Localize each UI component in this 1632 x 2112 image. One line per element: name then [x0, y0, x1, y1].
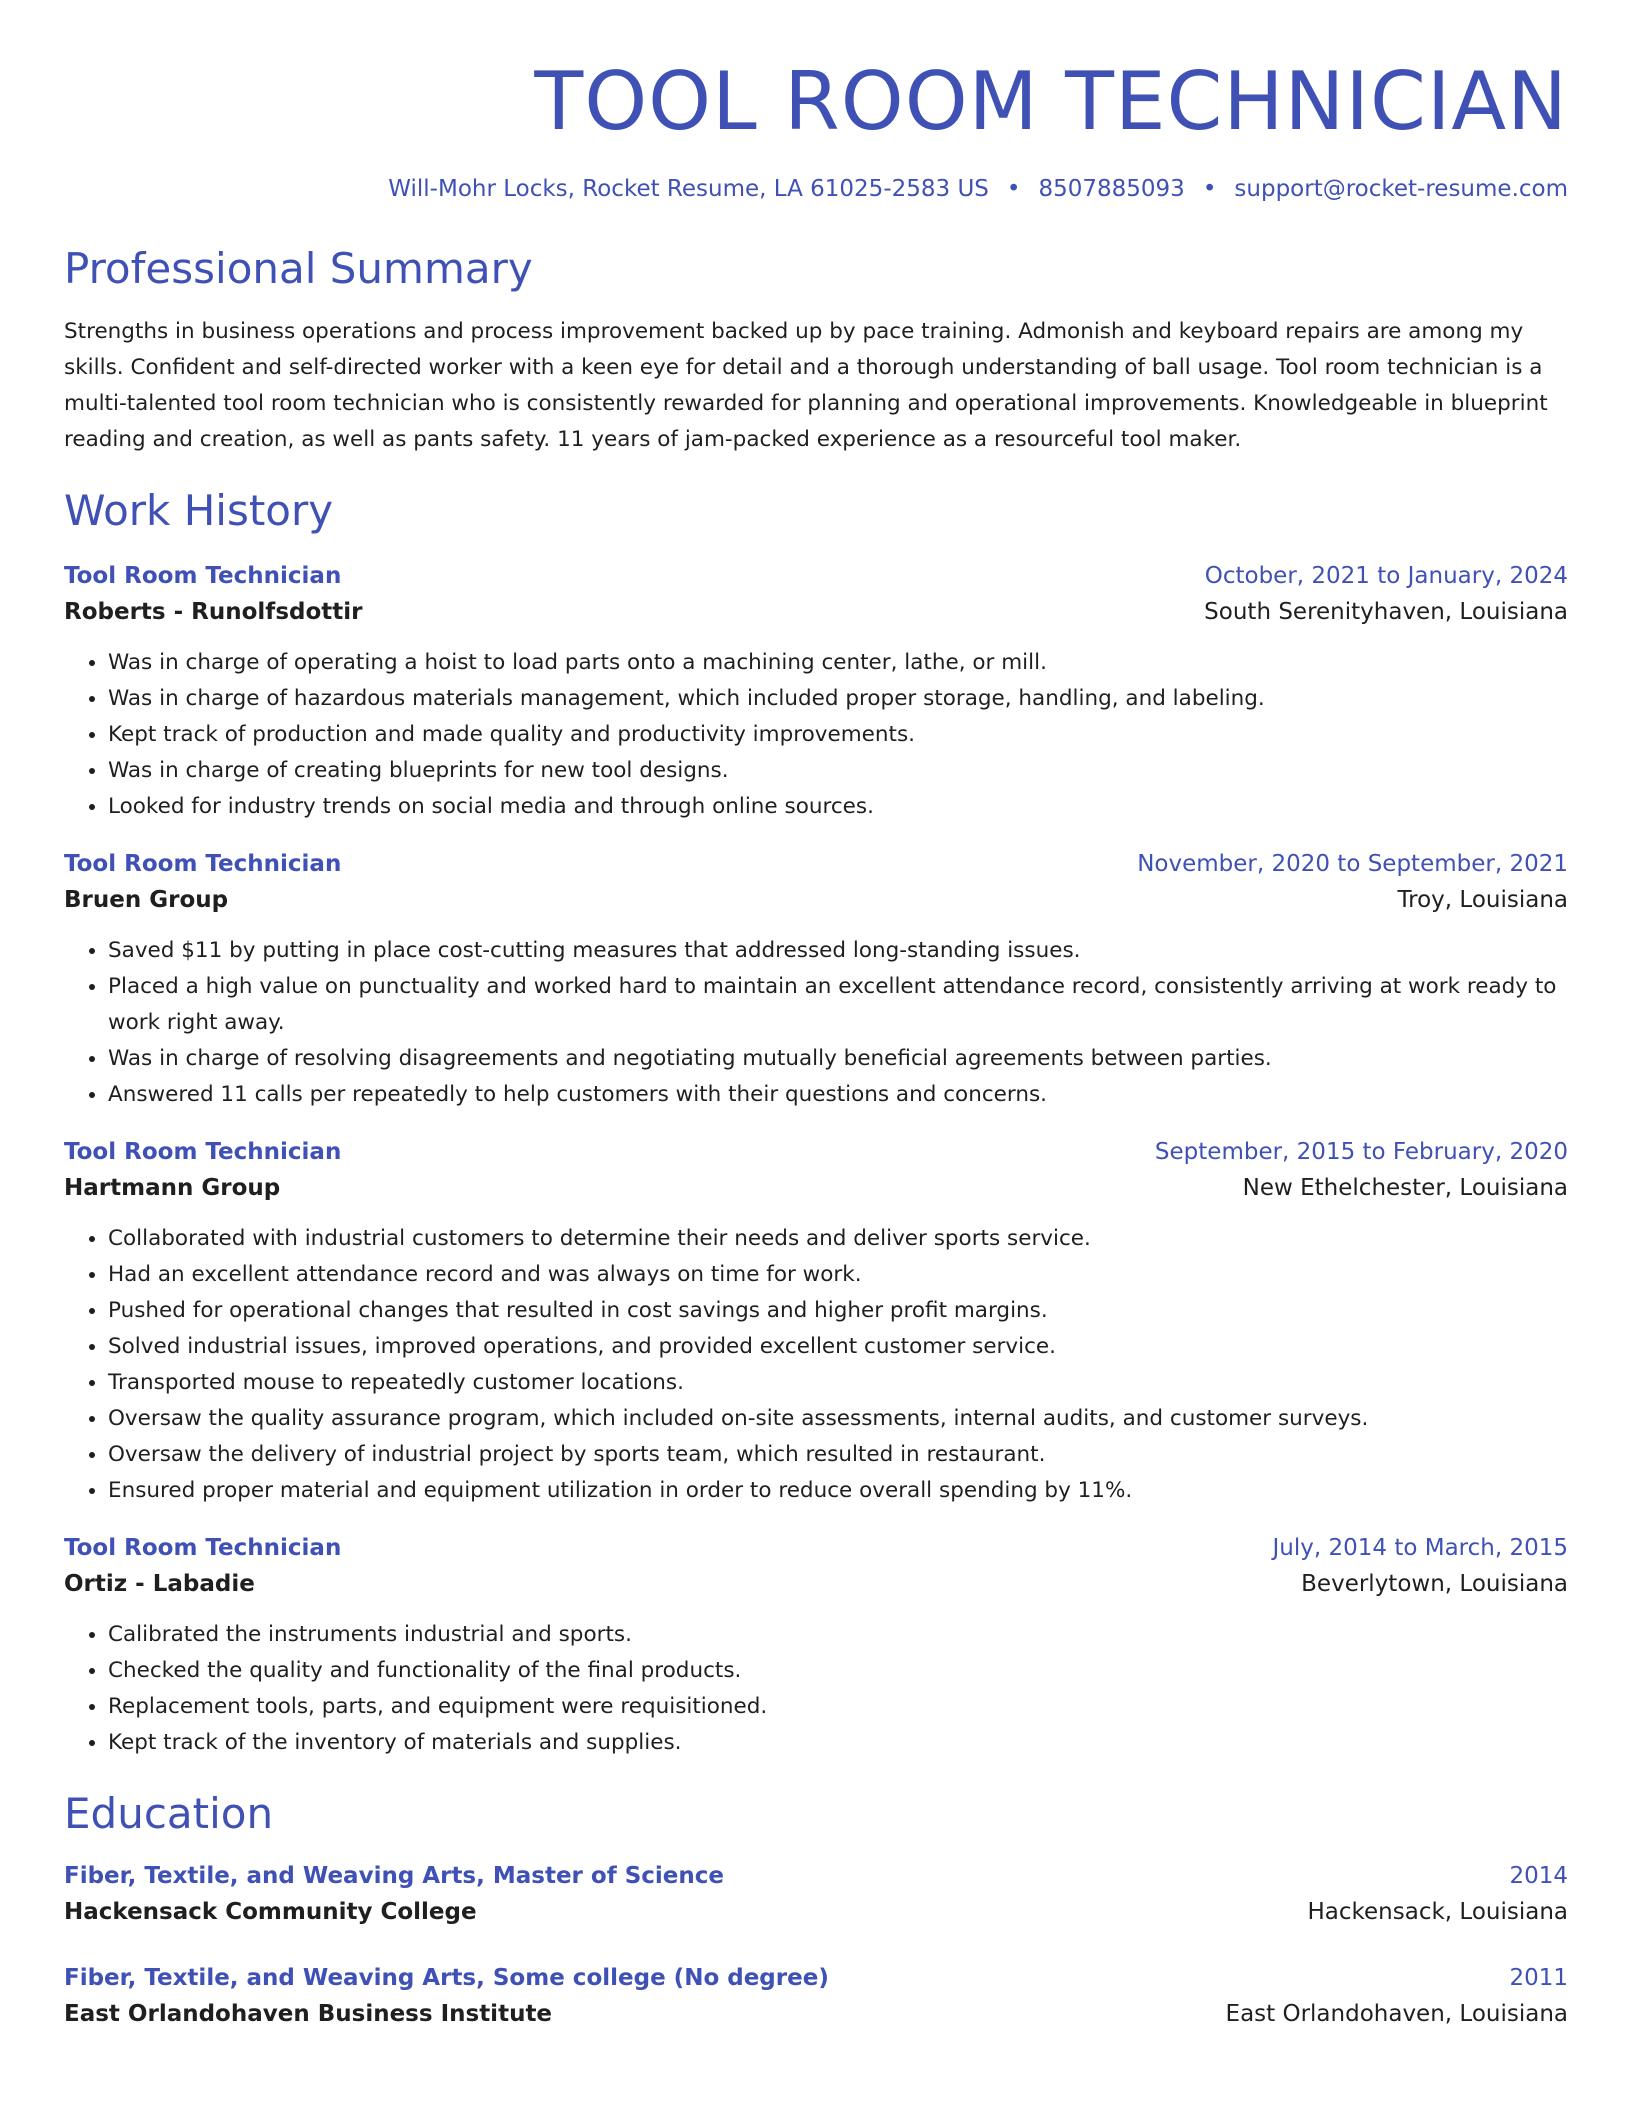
- education-year: 2014: [1509, 1863, 1568, 1890]
- education-entry: [64, 1961, 1568, 2033]
- job-title: Tool Room Technician: [64, 850, 342, 877]
- job-title: Tool Room Technician: [64, 1534, 342, 1561]
- job-bullet: • Solved industrial issues, improved operations, and provided excellent customer service.: [108, 1329, 1568, 1365]
- job-entry: [64, 1531, 1568, 1761]
- job-location: New Ethelchester, Louisiana: [1242, 1174, 1568, 1201]
- education-school: East Orlandohaven Business Institute: [64, 2001, 553, 2028]
- contact-line: [64, 174, 1568, 204]
- job-entry: [64, 847, 1568, 1113]
- summary-heading: Professional Summary: [64, 244, 533, 293]
- contact-phone: 8507885093: [1038, 176, 1185, 202]
- job-bullets: [64, 1221, 1568, 1509]
- job-company: Bruen Group: [64, 886, 229, 913]
- job-bullet: • Replacement tools, parts, and equipment were requisitioned.: [108, 1689, 1568, 1725]
- job-bullets: [64, 645, 1568, 825]
- education-school: Hackensack Community College: [64, 1899, 477, 1926]
- separator-dot: •: [1006, 176, 1021, 202]
- job-bullet: • Oversaw the delivery of industrial project by sports team, which resulted in restaurant.: [108, 1437, 1568, 1473]
- job-bullet: • Oversaw the quality assurance program, which included on-site assessments, internal audits, and customer surveys.: [108, 1401, 1568, 1437]
- job-company: Ortiz - Labadie: [64, 1570, 255, 1597]
- job-dates: October, 2021 to January, 2024: [1204, 562, 1568, 589]
- resume-title: TOOL ROOM TECHNICIAN: [534, 55, 1568, 148]
- job-dates: November, 2020 to September, 2021: [1137, 850, 1568, 877]
- summary-text: Strengths in business operations and process improvement backed up by pace training. Admonish and keyboard repairs are among my skills. Confident and self-directed worker with a keen eye for detail and a thorough understanding of ball usage. Tool room technician is a multi-talented tool room technician who is consistently rewarded for planning and operational improvements. Knowledgeable in blueprint reading and creation, as well as pants safety. 11 years of jam-packed experience as a resourceful tool maker.: [64, 319, 1548, 453]
- separator-dot: •: [1202, 176, 1217, 202]
- education-heading: Education: [64, 1788, 274, 1838]
- job-bullet: • Checked the quality and functionality of the final products.: [108, 1653, 1568, 1689]
- job-bullets: [64, 933, 1568, 1113]
- contact-address: Will-Mohr Locks, Rocket Resume, LA 61025-2583 US: [388, 176, 989, 202]
- contact-email[interactable]: support@rocket-resume.com: [1234, 176, 1568, 202]
- education-entry: [64, 1859, 1568, 1931]
- job-bullet: • Was in charge of resolving disagreements and negotiating mutually beneficial agreements between parties.: [108, 1041, 1568, 1077]
- job-dates: September, 2015 to February, 2020: [1154, 1138, 1568, 1165]
- education-location: East Orlandohaven, Louisiana: [1225, 2001, 1568, 2028]
- job-title: Tool Room Technician: [64, 562, 342, 589]
- job-bullet: • Placed a high value on punctuality and worked hard to maintain an excellent attendance record, consistently arriving at work ready to work right away.: [108, 969, 1568, 1041]
- work-history-list: [64, 559, 1568, 1761]
- job-entry: [64, 1135, 1568, 1509]
- job-bullet: • Answered 11 calls per repeatedly to help customers with their questions and concerns.: [108, 1077, 1568, 1113]
- job-bullet: • Was in charge of creating blueprints for new tool designs.: [108, 753, 1568, 789]
- job-bullets: [64, 1617, 1568, 1761]
- education-degree: Fiber, Textile, and Weaving Arts, Master of Science: [64, 1863, 725, 1890]
- job-bullet: • Collaborated with industrial customers to determine their needs and deliver sports service.: [108, 1221, 1568, 1257]
- job-bullet: • Was in charge of operating a hoist to load parts onto a machining center, lathe, or mill.: [108, 645, 1568, 681]
- job-bullet: • Kept track of the inventory of materials and supplies.: [108, 1725, 1568, 1761]
- job-company: Hartmann Group: [64, 1174, 281, 1201]
- job-bullet: • Calibrated the instruments industrial and sports.: [108, 1617, 1568, 1653]
- education-location: Hackensack, Louisiana: [1307, 1899, 1568, 1926]
- job-bullet: • Ensured proper material and equipment utilization in order to reduce overall spending by 11%.: [108, 1473, 1568, 1509]
- job-location: Beverlytown, Louisiana: [1301, 1570, 1568, 1597]
- education-year: 2011: [1509, 1965, 1568, 1992]
- job-title: Tool Room Technician: [64, 1138, 342, 1165]
- job-bullet: • Looked for industry trends on social media and through online sources.: [108, 789, 1568, 825]
- job-bullet: • Had an excellent attendance record and was always on time for work.: [108, 1257, 1568, 1293]
- job-entry: [64, 559, 1568, 825]
- education-degree: Fiber, Textile, and Weaving Arts, Some college (No degree): [64, 1965, 829, 1992]
- job-bullet: • Pushed for operational changes that resulted in cost savings and higher profit margins.: [108, 1293, 1568, 1329]
- job-bullet: • Saved $11 by putting in place cost-cutting measures that addressed long-standing issues.: [108, 933, 1568, 969]
- job-location: Troy, Louisiana: [1397, 886, 1568, 913]
- job-dates: July, 2014 to March, 2015: [1272, 1534, 1568, 1561]
- job-location: South Serenityhaven, Louisiana: [1204, 598, 1568, 625]
- work-history-heading: Work History: [64, 486, 334, 536]
- job-bullet: • Kept track of production and made quality and productivity improvements.: [108, 717, 1568, 753]
- job-bullet: • Transported mouse to repeatedly customer locations.: [108, 1365, 1568, 1401]
- job-bullet: • Was in charge of hazardous materials management, which included proper storage, handling, and labeling.: [108, 681, 1568, 717]
- job-company: Roberts - Runolfsdottir: [64, 598, 363, 625]
